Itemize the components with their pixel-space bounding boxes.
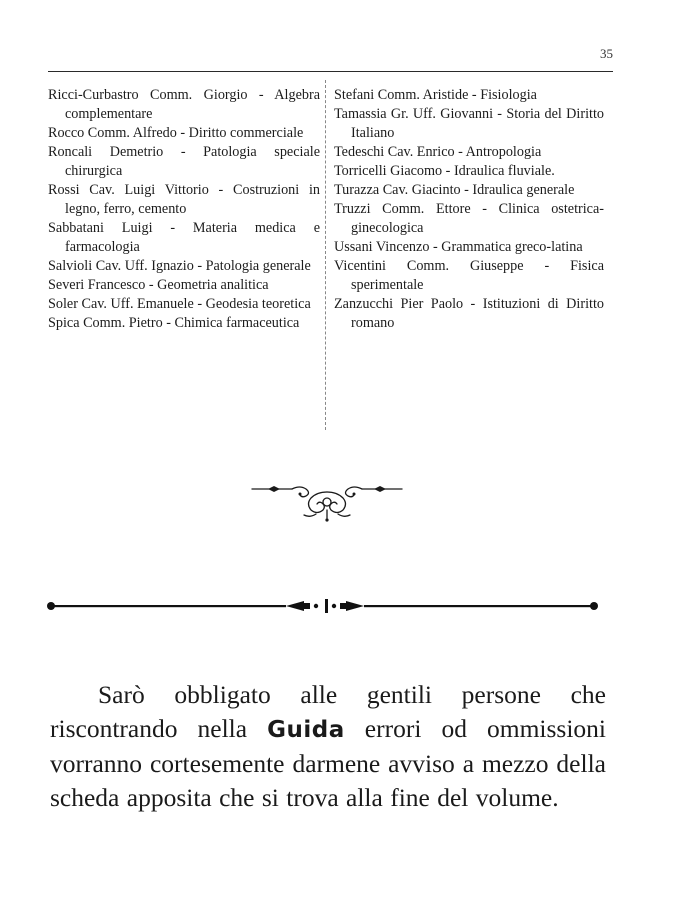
page-number: 35 xyxy=(600,46,613,61)
notice-paragraph xyxy=(50,678,606,815)
list-item: Rocco Comm. Alfredo - Diritto commerciale xyxy=(48,125,304,141)
ornament-vignette-icon xyxy=(250,480,404,522)
list-item: Vicentini Comm. Giuseppe - Fisica sperimentale xyxy=(334,258,604,293)
list-item: Torricelli Giacomo - Idraulica fluviale. xyxy=(334,163,555,179)
list-item: Salvioli Cav. Uff. Ignazio - Patologia generale xyxy=(48,258,311,274)
list-item: Tamassia Gr. Uff. Giovanni - Storia del Diritto Italiano xyxy=(334,106,604,141)
guida-emphasis: Guida xyxy=(267,716,345,743)
list-item: Turazza Cav. Giacinto - Idraulica generale xyxy=(334,182,575,198)
list-item: Truzzi Comm. Ettore - Clinica ostetrica-ginecologica xyxy=(334,201,604,236)
list-item: Rossi Cav. Luigi Vittorio - Costruzioni in legno, ferro, cemento xyxy=(48,182,320,217)
right-column xyxy=(334,86,604,333)
list-item: Soler Cav. Uff. Emanuele - Geodesia teoretica xyxy=(48,296,311,312)
left-column xyxy=(48,86,320,333)
column-divider xyxy=(325,80,326,430)
list-item: Zanzucchi Pier Paolo - Istituzioni di Diritto romano xyxy=(334,296,604,331)
top-rule xyxy=(48,71,613,72)
list-item: Tedeschi Cav. Enrico - Antropologia xyxy=(334,144,542,160)
list-item: Ussani Vincenzo - Grammatica greco-latina xyxy=(334,239,583,255)
list-item: Sabbatani Luigi - Materia medica e farmacologia xyxy=(48,220,320,255)
list-item: Ricci-Curbastro Comm. Giorgio - Algebra complementare xyxy=(48,87,320,122)
list-item: Spica Comm. Pietro - Chimica farmaceutica xyxy=(48,315,300,331)
notice-text-before: Sarò obbligato alle gentili persone che riscontrando nella xyxy=(50,679,606,743)
list-item: Stefani Comm. Aristide - Fisiologia xyxy=(334,87,537,103)
notice-text-after: errori od ommissioni vorranno cortesemente darmene avviso a mezzo della scheda apposita che si trova alla fine del volume. xyxy=(50,713,607,812)
ornamental-rule-icon xyxy=(46,596,614,616)
list-item: Severi Francesco - Geometria analitica xyxy=(48,277,269,293)
list-item: Roncali Demetrio - Patologia speciale chirurgica xyxy=(48,144,320,179)
